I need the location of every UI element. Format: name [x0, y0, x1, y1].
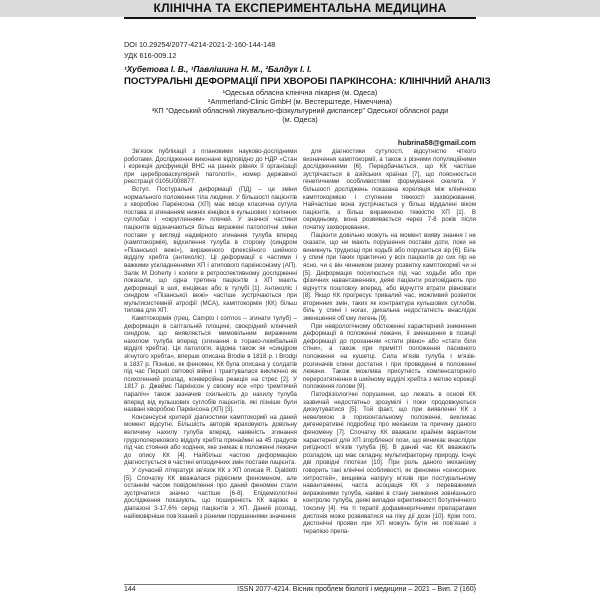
footer-divider: [124, 584, 476, 585]
udc-code: УДК 616-009.12: [124, 51, 177, 60]
affiliation-2: ²Ammerland-Clinic GmbH (м. Вестерштеде, Німеччина): [208, 97, 392, 106]
section-title: КЛІНІЧНА ТА ЕКСПЕРИМЕНТАЛЬНА МЕДИЦИНА: [153, 1, 447, 15]
paragraph: Консенсусні критерії діагностики камптокормії на даний момент відсутні. Більшість авторів враховують довільну величину нахилу тулуба вперед, наявність згинання грудопоперекового відділу хребта принаймні на 45 градусів під час стояння або ходіння, яке зникає в положенні лежачи до опису КК [4]. Найбільш частою деформацією діагностується в частині епізодичних змін постави пацієнта.: [124, 413, 297, 467]
body-column-right: [303, 148, 476, 535]
affiliation-3: ³КП "Одеський обласний лікувально-фізкультурний диспансер" Одеської обласної ради: [151, 106, 449, 115]
paragraph: Вступ. Постуральні деформації (ПД) – це зміни нормального положення тіла людини. У більшості пацієнтів з хворобою Паркінсона (ХП) має місце класична сутула постава зі згинанням нижніх кінцівок в кульшових і колінних суглобах і «округленням» плечей. У значної частини пацієнтів відзначаються більш виражені патологічні зміни постави у вигляді надмірного згинання тулуба вперед (камптокормія), відхилення тулуба в сторону (синдром «Пізанської вежі»), вираженого флексійного шийного відділу хребта (антеколіс). Ці деформації є частими і важкими ускладненнями ХП і атипового паркінсонізму (АП). Залік М Doherty і колеги в ретроспективному дослідженні показали, що одна третина пацієнтів з ХП мають деформації в шиї, кінцівках або в тулубі [1]. Антеколіс і синдром «Пізанської вежі» частіше зустрічаються при мультисистемній атрофії (МСА), камптокормія (КК) більш типова для ХП.: [124, 185, 297, 315]
journal-citation: ISSN 2077-4214. Вісник проблем біології і медицини – 2021 – Вип. 2 (160): [237, 586, 476, 593]
affiliation-1: ¹Одеська обласна клінічна лікарня (м. Одеса): [222, 88, 378, 97]
page-number: 144: [124, 586, 136, 593]
article-title: ПОСТУРАЛЬНІ ДЕФОРМАЦІЇ ПРИ ХВОРОБІ ПАРКІНСОНА: КЛІНІЧНИЙ АНАЛІЗ: [124, 76, 491, 87]
paragraph: Пацієнти довільно можуть на момент вияву знання і не сказати, що не мають порушення постави доти, поки не виникнуть труднощі при ходьбі або порушиться зір [6]. Біль у спині при таких практично у всіх пацієнтів до сих пір не ясно, чи є він чинником ризику розвитку камптокормії чи ні [5]. Деформація посилюється під час ходьби або при фізичних навантаженнях, деякі пацієнти розповідають про відчуття поштовху вперед, або відчуття втрати рівноваги [8]. Якщо КК прогресує тривалий час, можливий розвиток вторинних змін, таких як контрактура кульшових суглобів, біль у спині і ногах, дихальна недостатність внаслідок зменшення об’єму легень [9].: [303, 231, 476, 323]
paragraph: Камптокормія (грец. Campto і corrnos – згинати тулуб) – деформація в сагітальній площині, своєрідний клінічний синдром, що виявляється мимовільним вираженим нахилом тулуба вперед (згинання в торако-люмбальній відділі хребта). Ця патологія, відома також як «синдром зігнутого хребта», вперше описана Brodie в 1818 р. і Brodgi в 1837 р. Пізніше, як феномен, КК була описана у солдатів під час Першої світової війни і трактувалася виключно як психогенний розлад, конверсійна реакція на стрес [2]. У 1817 р. Джеймс Паркінсон у своєму есе «про тремтячий параліч» також зазначив схильність до нахилу тулуба вперед від кульшових суглобів пацієнтів, які пізніше були названі хворобою Паркінсона (ХП) [3].: [124, 315, 297, 414]
body-column-left: [124, 148, 297, 520]
paragraph: Зв’язок публікації з плановими науково-дослідними роботами. Дослідження виконане відповідно до НДР «Стан і корекція дисфункцій ВНС на ранніх рівнях її організації при цереброваскулярній патології», номер державної реєстрації 0105U008877.: [124, 148, 297, 186]
paragraph: Патофізіологічні порушення, що лежать в основі КК зазвичай недостатньо зрозумілі і поки продовжуються дискутуватися [5]. Той факт, що при виявленні КК з невеликою в горизонтальному положенні, викликає дегенеративні подробиці про механізм та причину даного феномену [7]. Спочатку КК вважали крайнім варіантом характерної для ХП згорбленої пози, що виникає внаслідок ригідності м’язів тулуба [6]. В даний час КК вважають розладом, що має складну, мультифакторну природу. Існує дві провідні гіпотези [10]. При роль даного механізму говорить такі клінічні особливості, як феномен «сенсорних хитростей», вищевка напругу м’язів при постуральному навантаженні, часта асоціація КК з переважними вираженими тулуба, наявні в стану зниження зовнішнього контролю тулуба, деякі випадки ефективності ботулінічного токсину [4]. На ті терапії дофамінергічними препаратами дистонія може розвиватися на піку дії дози [10]. Крім того, дистонічні прояви при ХП можуть бути не пов’язані з терапією препа-: [303, 391, 476, 535]
paragraph: для діагностики сутулості, відсутністю чіткого визначення камптокормії, а також з різними популяційними дослідженнями [6]. Передбачається, що КК частіше зустрічається в азійських країнах [7], що пояснюється генетичними особливостями формування скелета. У більшості досліджень показана кореляція між клінічною камптокормією і ступенем тяжкості захворювання. Найчастіше вона зустрічається у більш віддалені віком пацієнтів, з більш вираженою тяжкістю ХП [1]. В середньому, вона розвивається через 7-8 років після початку захворювання.: [303, 148, 476, 231]
paragraph: У сучасній літературі зв’язок КК з ХП описав R. Djaldetti [5]. Спочатку КК вважалася рідкісним феноменом, але останнім часом повідомлення про даний феномен стали зустрічатися значно частіше [6-8]. Епідеміологічні дослідження показують, що поширеність КК варіює в діапазоні 3-17,6% серед пацієнтів з ХП. Даний розлад, найімовірніше пов’язаний з різними порушеннями значення: [124, 466, 297, 520]
header-divider: [124, 17, 476, 19]
affiliation-3-city: (м. Одеса): [282, 115, 318, 124]
corresponding-email[interactable]: hubrina58@gmail.com: [397, 138, 476, 147]
authors: ¹Хубетова І. В., ¹Павлішина Н. М., ²Балдук І. І.: [124, 64, 312, 74]
doi[interactable]: DOI 10.29254/2077-4214-2021-2-160-144-148: [124, 40, 276, 49]
paragraph: При неврологічному обстеженні характерний зникнення деформації в положенні лежачи, її зменшення в позиції деформації до проханням «стати рівно» або «стати біля стіни», а також при примітті положення пасивного положення на кушетці. Сила м’язів тулуба і м’язів-розгиначів спини достатня і при проведенні в положенні лежачи. Також можлива присутність компенсаторного перерозтягнення в шийному відділі хребта з метою корекції положення голови [9].: [303, 322, 476, 391]
